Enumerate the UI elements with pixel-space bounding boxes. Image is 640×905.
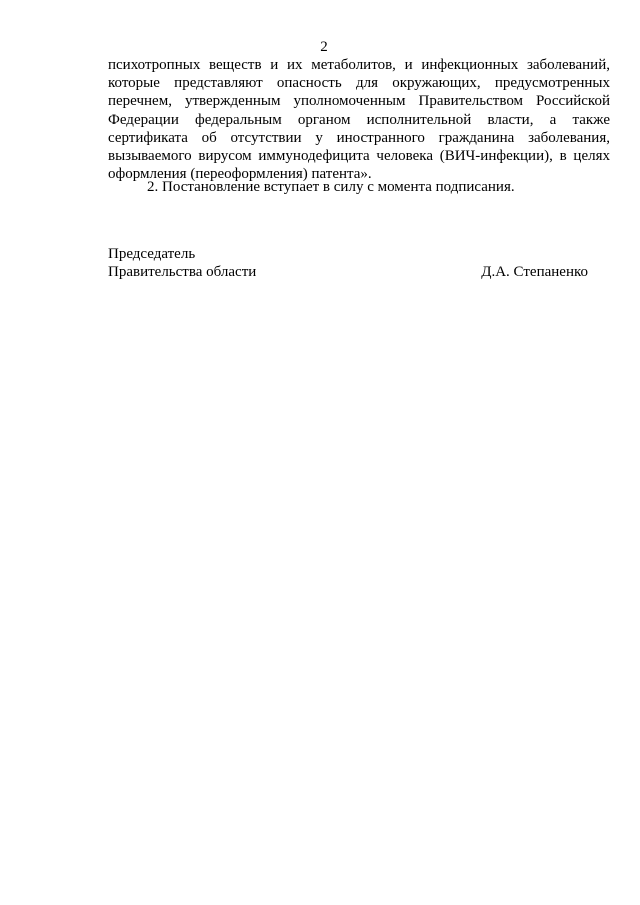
- page-number: 2: [320, 39, 328, 55]
- paragraph-2: 2. Постановление вступает в силу с момента подписания.: [147, 179, 515, 195]
- signature-block: [108, 245, 588, 281]
- paragraph-1-line: перечнем, утвержденным уполномоченным Правительством Российской: [108, 93, 610, 110]
- paragraph-1-last-line: оформления (переоформления) патента».: [108, 166, 372, 183]
- signatory-name: Д.А. Степаненко: [481, 264, 588, 280]
- paragraph-1-line: вызываемого вирусом иммунодефицита человека (ВИЧ-инфекции), в целях: [108, 148, 610, 165]
- signature-row: [108, 263, 588, 281]
- paragraph-1-line: которые представляют опасность для окружающих, предусмотренных: [108, 75, 610, 92]
- paragraph-1-line: сертификата об отсутствии у иностранного гражданина заболевания,: [108, 129, 610, 146]
- signatory-title-line-2: Правительства области: [108, 264, 257, 280]
- paragraph-1-line: психотропных веществ и их метаболитов, и инфекционных заболеваний,: [108, 57, 610, 73]
- paragraph-1: [108, 56, 610, 183]
- paragraph-1-line: Федерации федеральным органом исполнительной власти, а также: [108, 111, 610, 128]
- signatory-title-line-1: Председатель: [108, 246, 196, 262]
